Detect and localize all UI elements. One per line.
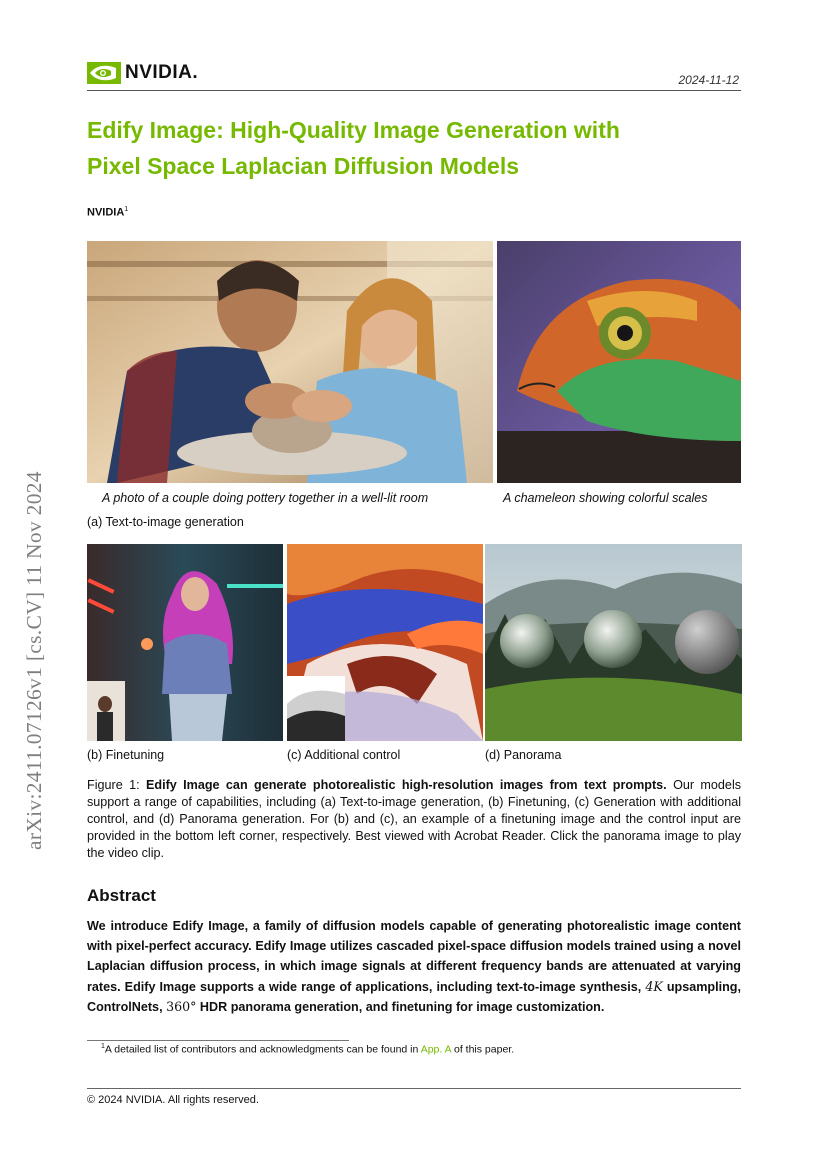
subcaption-c: (c) Additional control — [287, 748, 401, 762]
author-name: NVIDIA — [87, 206, 125, 219]
footnote-rule — [87, 1040, 349, 1041]
footer-divider — [87, 1088, 741, 1089]
header-divider — [87, 90, 741, 91]
chameleon-image — [497, 241, 741, 483]
caption-chameleon: A chameleon showing colorful scales — [503, 491, 708, 505]
footnote-mark: 1 — [101, 1043, 105, 1050]
abstract-part-2: upsampling, ControlNets, — [87, 979, 741, 1014]
paper-title — [87, 112, 747, 184]
nvidia-logo — [87, 62, 198, 84]
abstract-body — [87, 916, 741, 1017]
author-list — [87, 206, 128, 219]
figure-caption — [87, 777, 741, 862]
pottery-image — [87, 241, 493, 483]
appendix-link[interactable]: App. A — [420, 1043, 452, 1056]
title-line-2: Pixel Space Laplacian Diffusion Models — [87, 153, 520, 179]
subcaption-d: (d) Panorama — [485, 748, 562, 762]
title-line-1: Edify Image: High-Quality Image Generation with — [87, 117, 620, 143]
abstract-heading: Abstract — [87, 886, 156, 905]
copyright-notice: © 2024 NVIDIA. All rights reserved. — [87, 1094, 259, 1106]
author-footnote-mark: 1 — [124, 206, 129, 213]
arxiv-stamp: arXiv:2411.07126v1 [cs.CV] 11 Nov 2024 — [22, 471, 46, 850]
nvidia-eye-logo-icon — [87, 62, 121, 84]
figure-caption-body: Our models support a range of capabilities, including (a) Text-to-image generation, (b) Finetuning, (c) Generation with additional control, and (d) Panorama generation. For (b) and (c), an example of a finetuning image and the control input are provided in the bottom left corner, respectively. Best viewed with Acrobat Reader. Click the panorama image to play the video clip. — [87, 778, 742, 860]
nvidia-wordmark: NVIDIA. — [125, 62, 199, 83]
finetuning-image — [87, 544, 283, 741]
abstract-part-1: We introduce Edify Image, a family of diffusion models capable of generating photorealistic image content with pixel-perfect accuracy. Edify Image utilizes cascaded pixel-space diffusion models trained using a novel Laplacian diffusion process, in which image signals at different frequency bands are attenuated at varying rates. Edify Image supports a wide range of applications, including text-to-image synthesis, — [87, 919, 741, 994]
abstract-part-3: HDR panorama generation, and finetuning for image customization. — [196, 999, 605, 1014]
footnote-text-before: A detailed list of contributors and acknowledgments can be found in — [104, 1043, 421, 1056]
panorama-image[interactable] — [485, 544, 742, 741]
paper-date: 2024-11-12 — [678, 73, 739, 87]
caption-pottery: A photo of a couple doing pottery together in a well-lit room — [102, 491, 429, 505]
subcaption-b: (b) Finetuning — [87, 748, 165, 762]
subcaption-a: (a) Text-to-image generation — [87, 515, 244, 529]
figure-label: Figure 1: — [87, 778, 140, 792]
abstract-math-4k: 4K — [645, 978, 663, 994]
abstract-math-360: 360° — [166, 998, 197, 1014]
footnote-text-after: of this paper. — [451, 1043, 515, 1056]
control-canyon-image — [287, 544, 483, 741]
figure-caption-bold: Edify Image can generate photorealistic high-resolution images from text prompts. — [145, 778, 667, 792]
footnote — [101, 1043, 514, 1056]
